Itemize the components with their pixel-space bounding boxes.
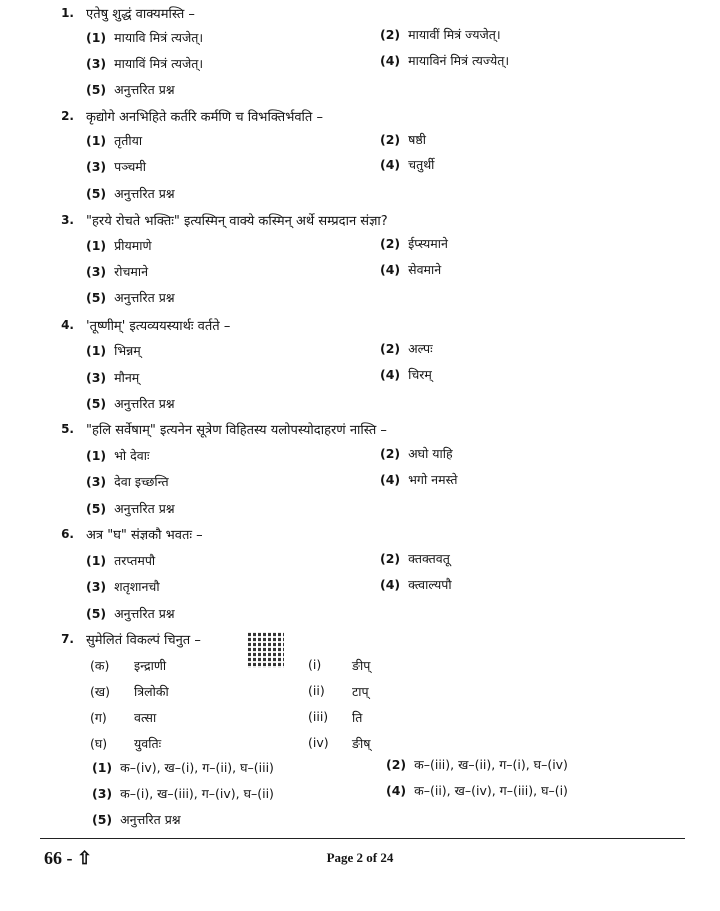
question-number: 2. <box>61 109 74 123</box>
option-3: (3) शतृशानचौ <box>86 579 160 594</box>
option-4: (4) चतुर्थी <box>380 157 435 172</box>
match-row: (ख) <box>90 684 110 699</box>
option-2: (2) ईप्स्यमाने <box>380 236 448 251</box>
option-2: (2) षष्ठी <box>380 132 426 147</box>
match-row-roman: (iii) <box>308 709 329 724</box>
option-3: (3) रोचमाने <box>86 264 149 279</box>
option-1: (1) तृतीया <box>86 133 143 148</box>
question-text: कृद्योगे अनभिहिते कर्तरि कर्मणि च विभक्तिर्भवति – <box>86 110 323 125</box>
question-text: 'तूष्णीम्' इत्यव्ययस्यार्थः वर्तते – <box>86 319 231 334</box>
question-number: 1. <box>61 6 74 20</box>
page-number: Page 2 of 24 <box>326 850 394 865</box>
match-row-roman: (ii) <box>308 683 325 698</box>
match-row-word: इन्द्राणी <box>134 658 167 673</box>
question-number: 6. <box>61 527 74 541</box>
option-1: (1) भो देवाः <box>86 448 150 463</box>
option-5: (5) अनुत्तरित प्रश्न <box>92 812 181 827</box>
question-text: "हलि सर्वेषाम्" इत्यनेन सूत्रेण विहितस्य यलोपस्योदाहरणं नास्ति – <box>86 423 387 438</box>
match-row: (घ) <box>90 736 108 751</box>
option-2: (2) अल्पः <box>380 341 433 356</box>
option-4: (4) मायाविनं मित्रं त्यज्येत्। <box>380 53 510 68</box>
match-row-word: त्रिलोकी <box>134 684 169 699</box>
option-2: (2) क–(iii), ख–(ii), ग–(i), घ–(iv) <box>386 757 568 772</box>
option-5: (5) अनुत्तरित प्रश्न <box>86 82 175 97</box>
match-row-suffix: टाप् <box>352 684 369 699</box>
option-1: (1) क–(iv), ख–(i), ग–(ii), घ–(iii) <box>92 760 274 775</box>
option-5: (5) अनुत्तरित प्रश्न <box>86 290 175 305</box>
option-5: (5) अनुत्तरित प्रश्न <box>86 396 175 411</box>
question-number: 3. <box>61 213 74 227</box>
footer-divider <box>40 838 685 839</box>
option-3: (3) मौनम् <box>86 370 140 385</box>
match-row-word: युवतिः <box>134 736 162 751</box>
question-text: एतेषु शुद्धं वाक्यमस्ति – <box>86 7 195 22</box>
match-row: (ग) <box>90 710 107 725</box>
option-3: (3) मायाविं मित्रं त्यजेत्। <box>86 56 204 71</box>
match-row: (क) <box>90 658 110 673</box>
option-5: (5) अनुत्तरित प्रश्न <box>86 186 175 201</box>
question-number: 5. <box>61 422 74 436</box>
match-row-roman: (iv) <box>308 735 329 750</box>
option-2: (2) अघो याहि <box>380 446 453 461</box>
match-row-suffix: ति <box>352 710 363 725</box>
option-4: (4) क्त्वाल्यपौ <box>380 577 452 592</box>
option-4: (4) चिरम् <box>380 367 432 382</box>
qr-code-icon <box>248 632 284 668</box>
option-5: (5) अनुत्तरित प्रश्न <box>86 501 175 516</box>
question-text: अत्र "घ" संज्ञकौ भवतः – <box>86 528 203 543</box>
option-3: (3) पञ्चमी <box>86 159 146 174</box>
match-row-suffix: ङीष् <box>352 736 371 751</box>
option-4: (4) सेवमाने <box>380 262 442 277</box>
option-4: (4) भगो नमस्ते <box>380 472 458 487</box>
question-number: 4. <box>61 318 74 332</box>
match-row-roman: (i) <box>308 657 322 672</box>
option-2: (2) मायावीं मित्रं ज्यजेत्। <box>380 27 501 42</box>
option-4: (4) क–(ii), ख–(iv), ग–(iii), घ–(i) <box>386 783 568 798</box>
match-row-suffix: ङीप् <box>352 658 371 673</box>
option-3: (3) क–(i), ख–(iii), ग–(iv), घ–(ii) <box>92 786 274 801</box>
option-1: (1) प्रीयमाणे <box>86 238 152 253</box>
match-row-word: वत्सा <box>134 710 157 725</box>
paper-code: 66 - ⇧ <box>44 848 93 868</box>
question-text: "हरये रोचते भक्तिः" इत्यस्मिन् वाक्ये कस्मिन् अर्थे सम्प्रदान संज्ञा? <box>86 214 388 229</box>
option-5: (5) अनुत्तरित प्रश्न <box>86 606 175 621</box>
option-3: (3) देवा इच्छन्ति <box>86 474 169 489</box>
question-number: 7. <box>61 632 74 646</box>
question-text: सुमेलितं विकल्पं चिनुत – <box>86 633 201 648</box>
option-1: (1) भिन्नम् <box>86 343 141 358</box>
option-1: (1) मायावि मित्रं त्यजेत्। <box>86 30 204 45</box>
option-2: (2) क्तक्तवतू <box>380 551 450 566</box>
option-1: (1) तरप्तमपौ <box>86 553 156 568</box>
